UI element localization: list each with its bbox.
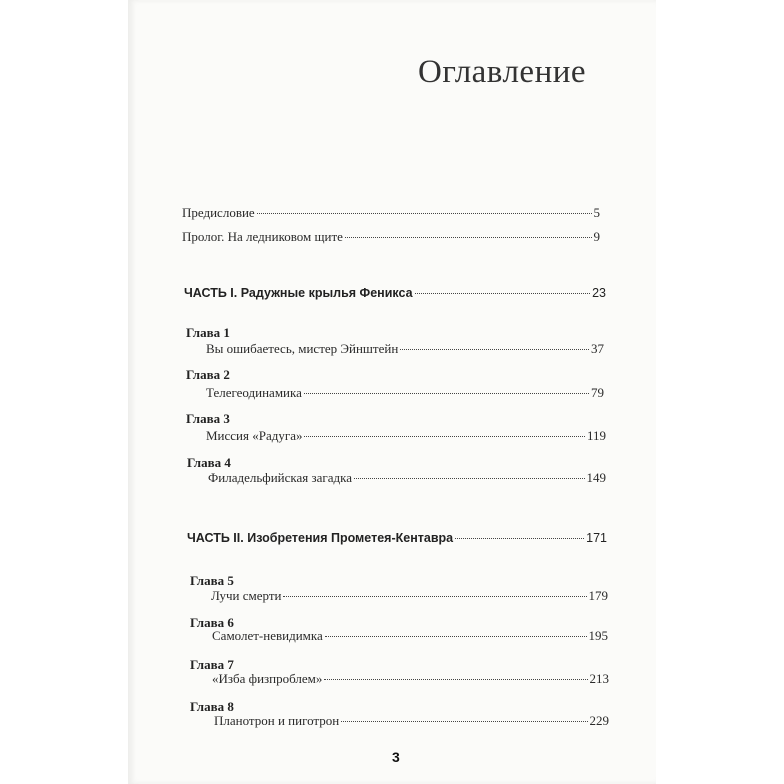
chapter-label-4: Глава 4 <box>187 455 231 470</box>
chapter-page: 179 <box>588 588 608 603</box>
toc-chapter-8 <box>214 712 609 730</box>
page-title: Оглавление <box>418 54 587 90</box>
toc-chapter-2 <box>206 384 604 402</box>
chapter-label-5: Глава 5 <box>190 573 234 588</box>
toc-chapter-3 <box>206 427 606 445</box>
toc-part-1 <box>184 284 606 302</box>
leader-dots <box>304 436 585 437</box>
part-page: 23 <box>592 286 606 300</box>
part-page: 171 <box>586 531 607 545</box>
chapter-title: Планотрон и пиготрон <box>214 713 340 728</box>
part-label: ЧАСТЬ II. <box>187 531 244 545</box>
chapter-label-7: Глава 7 <box>190 657 234 672</box>
leader-dots <box>345 237 592 238</box>
page-number: 3 <box>392 749 400 765</box>
toc-chapter-4 <box>208 469 606 487</box>
chapter-label-2: Глава 2 <box>186 367 230 382</box>
part-name: Радужные крылья Феникса <box>240 286 413 300</box>
chapter-page: 195 <box>588 628 608 643</box>
leader-dots <box>324 679 587 680</box>
chapter-page: 149 <box>586 470 606 485</box>
leader-dots <box>400 349 589 350</box>
leader-dots <box>325 636 587 637</box>
toc-chapter-5 <box>211 587 608 605</box>
chapter-title: Миссия «Радуга» <box>206 428 303 443</box>
toc-chapter-1 <box>206 340 604 358</box>
toc-entry-preface <box>182 204 600 222</box>
toc-entry-page: 5 <box>593 205 600 220</box>
part-label: ЧАСТЬ I. <box>184 286 238 300</box>
chapter-label-3: Глава 3 <box>186 411 230 426</box>
chapter-page: 229 <box>589 713 609 728</box>
leader-dots <box>341 721 587 722</box>
toc-chapter-7 <box>212 670 609 688</box>
chapter-title: Филадельфийская загадка <box>208 470 353 485</box>
leader-dots <box>257 213 592 214</box>
chapter-page: 79 <box>591 385 604 400</box>
toc-entry-page: 9 <box>593 229 600 244</box>
leader-dots <box>415 293 591 294</box>
part-name: Изобретения Прометея-Кентавра <box>247 531 454 545</box>
chapter-title: Самолет-невидимка <box>212 628 323 643</box>
chapter-title: Лучи смерти <box>211 588 282 603</box>
chapter-title: Телегеодинамика <box>206 385 302 400</box>
leader-dots <box>455 538 584 539</box>
toc-chapter-6 <box>212 627 608 645</box>
chapter-title: «Изба физпроблем» <box>212 671 323 686</box>
toc-entry-prologue <box>182 228 600 246</box>
leader-dots <box>304 393 589 394</box>
chapter-page: 119 <box>586 428 606 443</box>
toc-entry-text: Предисловие <box>182 205 255 220</box>
leader-dots <box>354 478 584 479</box>
chapter-label-8: Глава 8 <box>190 699 234 714</box>
toc-part-2 <box>187 529 607 547</box>
toc-entry-text: Пролог. На ледниковом щите <box>182 229 343 244</box>
chapter-page: 37 <box>591 341 604 356</box>
chapter-title: Вы ошибаетесь, мистер Эйнштейн <box>206 341 399 356</box>
leader-dots <box>283 596 586 597</box>
chapter-label-1: Глава 1 <box>186 325 230 340</box>
chapter-page: 213 <box>589 671 609 686</box>
chapter-label-6: Глава 6 <box>190 615 234 630</box>
